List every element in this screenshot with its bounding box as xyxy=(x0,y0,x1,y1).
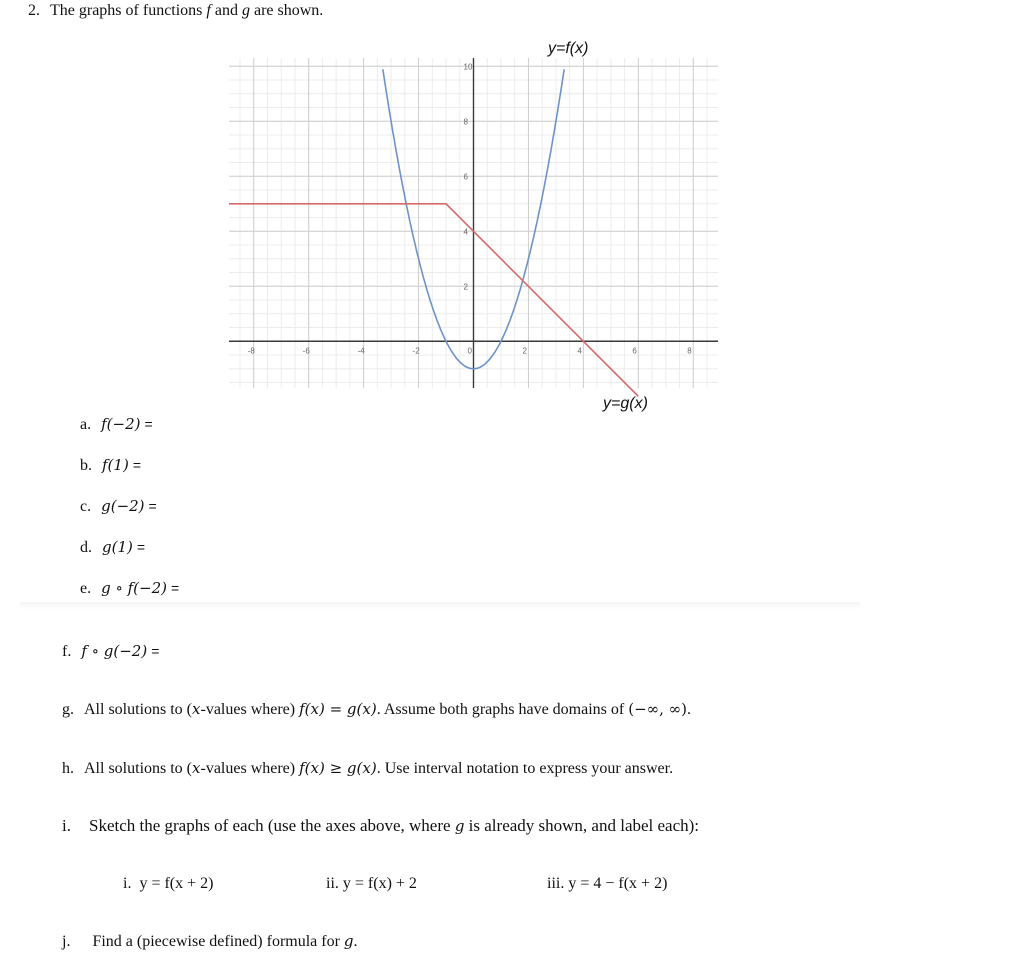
problem-intro-before: The graphs of functions xyxy=(50,2,207,19)
question-a-label: a. xyxy=(80,416,92,433)
question-g-domain: (−∞, ∞) xyxy=(628,700,688,718)
question-f-label: f. xyxy=(62,643,72,660)
question-b xyxy=(80,456,141,475)
y-tick-label: 10 xyxy=(463,62,473,72)
question-j-text-1: Find a (piecewise defined) formula for xyxy=(92,933,344,950)
question-h xyxy=(62,759,673,778)
question-j-g: g xyxy=(343,932,354,950)
y-tick-label: 6 xyxy=(463,172,468,182)
question-i xyxy=(62,816,699,836)
question-g xyxy=(62,700,691,719)
function-f-name: f xyxy=(206,2,211,19)
function-graph xyxy=(0,0,1024,420)
sub-question-iii-expr: y = 4 − f(x + 2) xyxy=(568,875,668,892)
question-h-inequality: f(x) ≥ g(x) xyxy=(299,759,377,777)
question-g-equation: f(x) = g(x) xyxy=(299,700,377,718)
question-b-expr: f(1) xyxy=(102,456,129,474)
question-f-expr: f ∘ g(−2) xyxy=(81,642,148,660)
question-a-eq: = xyxy=(144,416,153,432)
question-g-text-3: . Assume both graphs have domains of xyxy=(376,701,629,718)
question-f xyxy=(62,642,159,661)
x-tick-label: 6 xyxy=(632,346,637,356)
question-a-expr: f(−2) xyxy=(101,415,141,433)
sub-question-iii-label: iii. xyxy=(547,875,565,892)
x-tick-label: 2 xyxy=(522,346,527,356)
sub-question-i xyxy=(123,875,213,893)
question-g-label: g. xyxy=(62,701,74,718)
question-c-label: c. xyxy=(80,498,92,515)
y-tick-label: 2 xyxy=(463,282,468,292)
problem-intro-and: and xyxy=(210,2,242,19)
question-h-label: h. xyxy=(62,760,74,777)
question-i-g: g xyxy=(454,817,465,835)
x-tick-label: 8 xyxy=(687,346,692,356)
question-h-text-3: . Use interval notation to express your answer. xyxy=(376,760,674,777)
problem-number: 2. xyxy=(28,2,40,19)
y-tick-label: 8 xyxy=(463,117,468,127)
sub-question-iii xyxy=(547,875,667,893)
question-c-eq: = xyxy=(148,498,157,514)
question-b-eq: = xyxy=(132,457,141,473)
x-tick-label: -2 xyxy=(412,346,420,356)
page-fold-shadow xyxy=(20,602,860,610)
question-i-text-2: is already shown, and label each): xyxy=(464,816,700,835)
sub-question-ii xyxy=(326,875,417,893)
question-a xyxy=(80,415,153,434)
question-d-eq: = xyxy=(136,539,146,555)
question-b-label: b. xyxy=(80,457,92,474)
x-tick-labels xyxy=(248,346,693,355)
question-i-text-1: Sketch the graphs of each (use the axes above, where xyxy=(88,816,455,835)
question-j-text-2: . xyxy=(353,933,358,950)
question-d-expr: g(1) xyxy=(102,538,133,556)
curve-label-g: y=g(x) xyxy=(603,395,648,412)
question-d-label: d. xyxy=(80,539,92,556)
question-h-text-1: All solutions to ( xyxy=(84,760,193,777)
x-tick-label: -4 xyxy=(357,346,365,356)
question-c-expr: g(−2) xyxy=(101,497,145,515)
question-h-text-2: -values where) xyxy=(200,760,300,777)
question-f-eq: = xyxy=(151,643,160,659)
question-e-label: e. xyxy=(80,580,92,597)
sub-question-i-expr: y = f(x + 2) xyxy=(139,875,214,892)
question-g-text-2: -values where) xyxy=(200,701,300,718)
sub-question-i-label: i. xyxy=(123,875,132,892)
question-c xyxy=(80,497,157,516)
x-tick-label: -6 xyxy=(302,346,310,356)
problem-intro-after: are shown. xyxy=(249,2,324,19)
question-i-label: i. xyxy=(62,816,71,835)
sub-question-ii-expr: y = f(x) + 2 xyxy=(342,875,417,892)
question-g-text-4: . xyxy=(687,701,692,718)
question-e xyxy=(80,579,179,598)
x-tick-label: 0 xyxy=(467,346,472,356)
question-e-eq: = xyxy=(170,580,180,596)
y-tick-label: 4 xyxy=(463,227,468,237)
question-e-expr: g ∘ f(−2) xyxy=(101,579,167,597)
question-j-label: j. xyxy=(62,933,71,950)
question-g-text-1: All solutions to ( xyxy=(84,701,193,718)
curve-label-f: y=f(x) xyxy=(548,40,589,57)
question-d xyxy=(80,538,145,557)
sub-question-ii-label: ii. xyxy=(326,875,339,892)
x-tick-label: -8 xyxy=(247,346,255,356)
x-tick-label: 4 xyxy=(577,346,582,356)
question-g-x: x xyxy=(192,700,201,718)
function-g-name: g xyxy=(241,2,250,19)
question-j xyxy=(62,932,358,951)
question-h-x: x xyxy=(192,759,201,777)
